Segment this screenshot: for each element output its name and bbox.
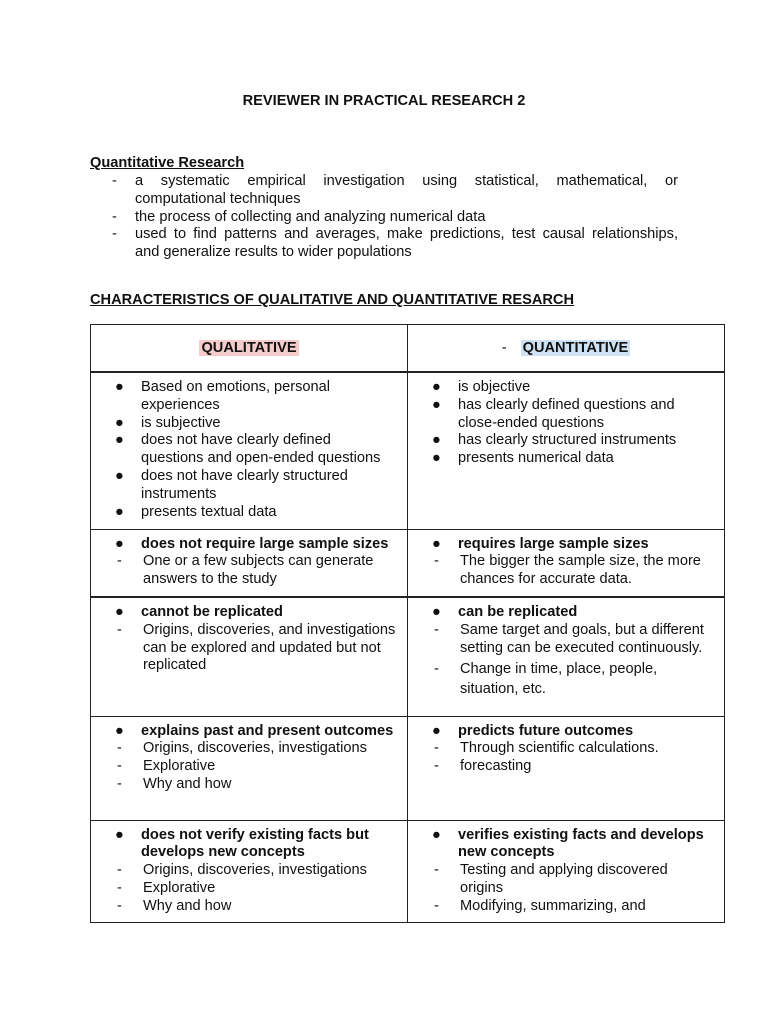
bullet-item: ● is objective: [432, 379, 531, 395]
dash-item: - Through scientific calculations.: [434, 740, 659, 757]
list-item: [90, 226, 678, 262]
list-item: [90, 209, 678, 227]
dash-marker: -: [112, 173, 117, 189]
dash-item: - Change in time, place, people, situation, etc.: [434, 661, 658, 698]
table-cell-qualitative: [91, 716, 408, 820]
qualitative-header: QUALITATIVE: [201, 340, 297, 356]
bullet-item: ● has clearly structured instruments: [432, 432, 677, 449]
table-cell-quantitative: [408, 716, 725, 820]
bullet-item: ● Based on emotions, personal experiences: [115, 379, 331, 413]
table-cell-qualitative: [91, 529, 408, 597]
dash-item: - Explorative: [117, 758, 216, 775]
dash-item: - Why and how: [117, 775, 232, 792]
bullet-item: ● predicts future outcomes: [432, 722, 634, 739]
list-item-text: used to find patterns and averages, make predictions, test causal relationships,: [135, 226, 678, 243]
dash-marker: -: [112, 226, 117, 243]
quantitative-header: QUANTITATIVE: [522, 340, 629, 356]
table-row: [91, 597, 725, 716]
table-row: [91, 529, 725, 597]
bullet-item: ● explains past and present outcomes: [115, 722, 394, 739]
bullet-item: ● can be replicated: [432, 604, 578, 620]
list-item: [90, 173, 678, 209]
dash-item: - forecasting: [434, 758, 532, 775]
dash-item: - Origins, discoveries, investigations: [117, 862, 367, 879]
table-cell-quantitative: [408, 597, 725, 716]
bullet-item: ● does not verify existing facts but develops new concepts: [115, 826, 369, 861]
bullet-item: ● requires large sample sizes: [432, 535, 649, 552]
dash-item: - One or a few subjects can generate answers to the study: [117, 553, 374, 588]
bullet-item: ● presents textual data: [115, 503, 277, 520]
bullet-item: ● does not require large sample sizes: [115, 535, 389, 552]
bullet-item: ● verifies existing facts and develops new concepts: [432, 826, 704, 861]
dash-item: - Origins, discoveries, investigations: [117, 740, 367, 757]
table-cell-qualitative: [91, 372, 408, 529]
table-cell-quantitative: [408, 820, 725, 922]
list-item-text: the process of collecting and analyzing numerical data: [135, 208, 486, 225]
dash-item: - Same target and goals, but a different setting can be executed continuously.: [434, 621, 704, 656]
comparison-table: [90, 324, 725, 923]
list-item-text: and generalize results to wider populations: [135, 244, 412, 261]
bullet-item: ● is subjective: [115, 414, 221, 431]
dash-item: - Explorative: [117, 879, 216, 896]
table-row: [91, 716, 725, 820]
characteristics-heading: CHARACTERISTICS OF QUALITATIVE AND QUANTITATIVE RESARCH: [90, 292, 575, 308]
bullet-item: ● cannot be replicated: [115, 604, 283, 620]
table-header-row: [91, 325, 725, 373]
bullet-item: ● presents numerical data: [432, 450, 614, 467]
dash-item: - Testing and applying discovered origins: [434, 862, 668, 896]
table-cell-qualitative: [91, 597, 408, 716]
bullet-item: ● has clearly defined questions and close-ended questions: [432, 396, 675, 431]
table-row: [91, 372, 725, 529]
dash-marker: -: [112, 208, 117, 225]
bullet-item: ● does not have clearly structured instruments: [115, 467, 348, 502]
quantitative-research-list: [90, 173, 678, 262]
table-row: [91, 820, 725, 922]
table-cell-quantitative: [408, 529, 725, 597]
document-title: REVIEWER IN PRACTICAL RESEARCH 2: [242, 93, 526, 109]
dash-item: - The bigger the sample size, the more chances for accurate data.: [434, 553, 701, 588]
dash-item: - Modifying, summarizing, and: [434, 897, 646, 914]
header-dash: -: [501, 340, 507, 356]
table-cell-quantitative: [408, 372, 725, 529]
list-item-text: computational techniques: [135, 190, 301, 207]
table-header-cell: [91, 325, 408, 373]
table-header-cell: [408, 325, 725, 373]
quantitative-research-heading: Quantitative Research: [90, 155, 245, 171]
dash-item: - Why and how: [117, 897, 232, 914]
dash-item: - Origins, discoveries, and investigations can be explored and updated but not replicated: [117, 621, 396, 674]
list-item-text: a systematic empirical investigation using statistical, mathematical, or: [135, 173, 678, 189]
table-cell-qualitative: [91, 820, 408, 922]
bullet-item: ● does not have clearly defined questions and open-ended questions: [115, 432, 381, 467]
